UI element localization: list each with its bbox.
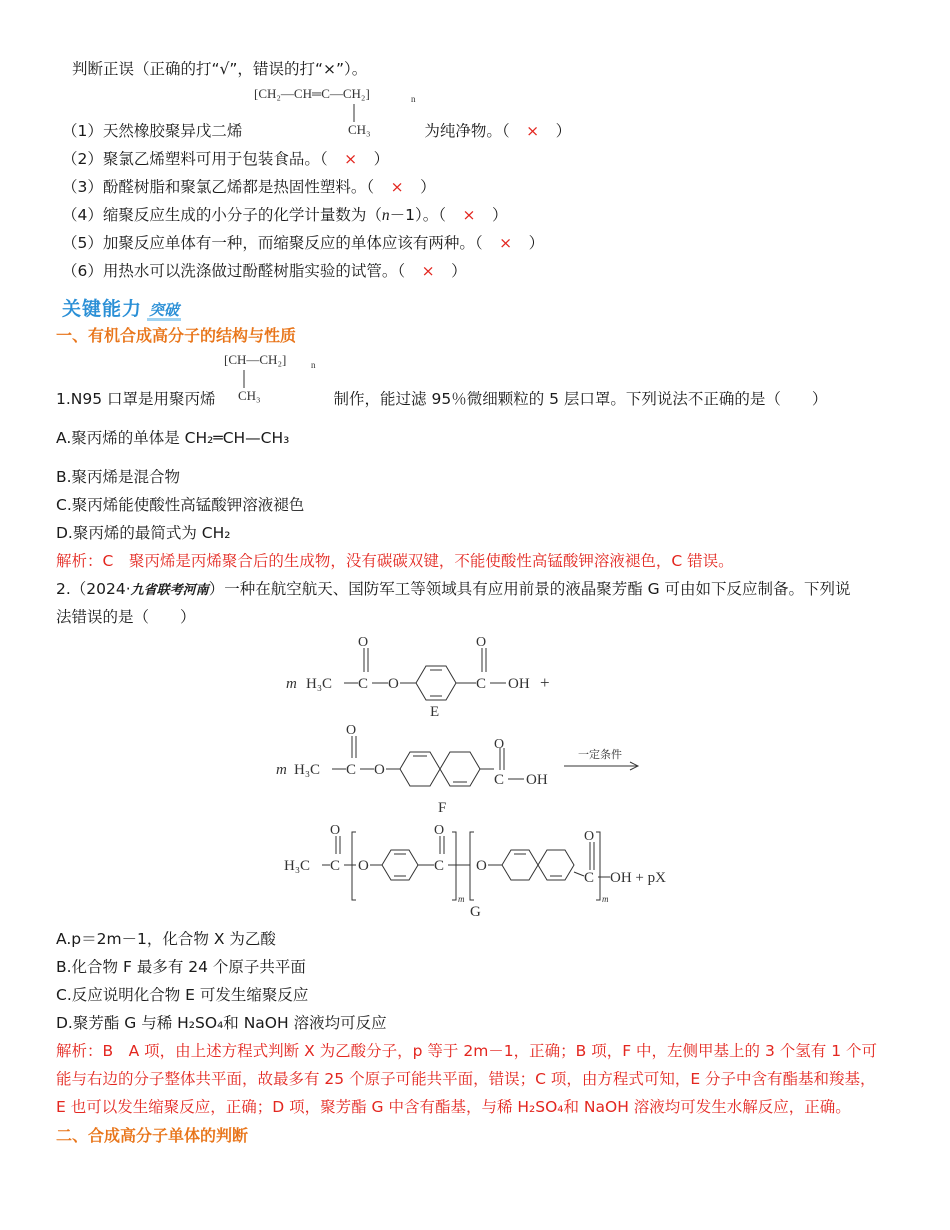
svg-text:C: C [494,772,505,788]
polymer-g-structure [280,820,700,920]
question-2-stem-line-2: 法错误的是（ ） [56,608,196,626]
question-2-option-c: C.反应说明化合物 E 可发生缩聚反应 [56,986,309,1004]
label-f: F [438,800,447,816]
svg-text:OH: OH [508,676,530,692]
judgment-item-4: （4）缩聚反应生成的小分子的化学计量数为（n－1）。（ × ） [62,206,508,224]
svg-text:m: m [286,676,297,692]
label-e: E [430,704,440,720]
question-2-option-a: A.p＝2m－1，化合物 X 为乙酸 [56,930,276,948]
wrong-mark: × [462,206,476,224]
judgment-item-5: （5）加聚反应单体有一种，而缩聚反应的单体应该有两种。（ × ） [62,234,545,252]
question-1-analysis: 解析：C 聚丙烯是丙烯聚合后的生成物，没有碳碳双键，不能使酸性高锰酸钾溶液褪色，C 错误。 [56,552,734,570]
instruction-text: 判断正误（正确的打“√”，错误的打“×”）。 [72,60,368,78]
question-1-option-b: B.聚丙烯是混合物 [56,468,181,486]
svg-text:O: O [374,762,385,778]
compound-f-structure [272,720,652,820]
svg-text:m: m [602,894,609,904]
polyisoprene-branch: CH₃ [348,122,371,137]
wrong-mark: × [390,178,404,196]
polypropylene-subscript: n [311,360,316,370]
judgment-item-3: （3）酚醛树脂和聚氯乙烯都是热固性塑料。（ × ） [62,178,436,196]
svg-text:C: C [434,858,445,874]
polypropylene-branch: CH₃ [238,388,261,403]
svg-text:C: C [584,870,595,886]
svg-text:C: C [358,676,369,692]
section-heading-2: 二、合成高分子单体的判断 [56,1126,249,1145]
svg-text:+: + [540,673,550,692]
svg-text:O: O [584,829,595,844]
polypropylene-branch-bond [242,370,246,390]
wrong-mark: × [421,262,435,280]
svg-text:m: m [458,894,465,904]
question-1-option-c: C.聚丙烯能使酸性高锰酸钾溶液褪色 [56,496,305,514]
svg-text:C: C [346,762,357,778]
svg-text:C: C [330,858,341,874]
wrong-mark: × [344,150,358,168]
key-ability-banner: 关键能力 突破 [62,298,179,320]
svg-text:O: O [434,823,445,838]
polyisoprene-subscript: n [411,94,416,104]
judgment-item-6: （6）用热水可以洗涤做过酚醛树脂实验的试管。（ × ） [62,262,467,280]
question-2-stem-line-1: 2.（2024·九省联考河南）一种在航空航天、国防军工等领域具有应用前景的液晶聚芳酯 G 可由如下反应制备。下列说 [56,580,851,598]
svg-text:O: O [358,635,369,650]
svg-text:O: O [494,737,505,752]
polypropylene-chain: [CH—CH₂] [224,352,287,367]
label-g: G [470,904,481,920]
analysis-line-2: 能与右边的分子整体共平面，故最多有 25 个原子可能共平面，错误；C 项，由方程式可知，E 分子中含有酯基和羧基， [56,1070,876,1088]
svg-text:C: C [476,676,487,692]
svg-text:O: O [330,823,341,838]
judgment-item-1: （1）天然橡胶聚异戊二烯 为纯净物。（ × ） [62,122,572,140]
polyisoprene-chain: [CH₂—CH═C—CH₂] [254,86,370,101]
svg-text:H₃C: H₃C [294,762,321,778]
svg-text:O: O [358,858,369,874]
svg-text:O: O [476,858,487,874]
svg-text:O: O [476,635,487,650]
question-1-option-d: D.聚丙烯的最简式为 CH₂ [56,524,231,542]
wrong-mark: × [499,234,513,252]
svg-text:O: O [388,676,399,692]
wrong-mark: × [526,122,540,140]
svg-text:m: m [276,762,287,778]
question-1-stem: 1.N95 口罩是用聚丙烯 制作，能过滤 95％微细颗粒的 5 层口罩。下列说法不正确的是（ ） [56,390,828,408]
question-1-option-a: A.聚丙烯的单体是 CH₂═CH—CH₃ [56,429,290,447]
analysis-line-1: 解析：B A 项，由上述方程式判断 X 为乙酸分子，p 等于 2m－1，正确；B 项，F 中，左侧甲基上的 3 个氢有 1 个可 [56,1042,877,1060]
reaction-condition: 一定条件 [578,748,622,761]
svg-text:O: O [346,723,357,738]
question-2-option-d: D.聚芳酯 G 与稀 H₂SO₄和 NaOH 溶液均可反应 [56,1014,387,1032]
judgment-item-2: （2）聚氯乙烯塑料可用于包装食品。（ × ） [62,150,390,168]
section-heading-1: 一、有机合成高分子的结构与性质 [56,326,297,345]
analysis-line-3: E 也可以发生缩聚反应，正确；D 项，聚芳酯 G 中含有酯基，与稀 H₂SO₄和 NaOH 溶液均可发生水解反应，正确。 [56,1098,851,1116]
e-h3c: H₃C [306,676,333,692]
g-tail: OH + pX [610,870,666,886]
svg-text:H₃C: H₃C [284,858,311,874]
compound-e-structure [280,630,570,720]
svg-text:OH: OH [526,772,548,788]
question-2-option-b: B.化合物 F 最多有 24 个原子共平面 [56,958,306,976]
